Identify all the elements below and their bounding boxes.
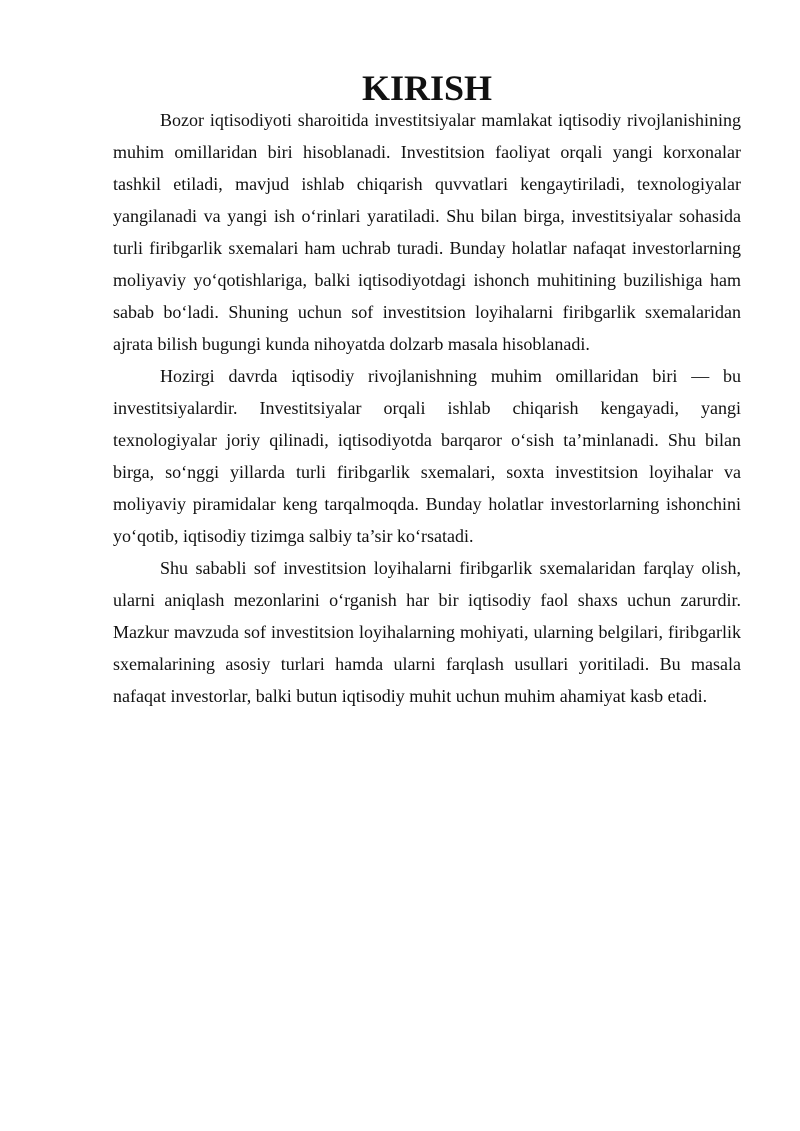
document-title: KIRISH bbox=[361, 68, 493, 108]
paragraph-1: Bozor iqtisodiyoti sharoitida investitsiyalar mamlakat iqtisodiy rivojlanishining muhim omillaridan biri hisoblanadi. Investitsion faoliyat orqali yangi korxonalar tashkil etiladi, mavjud ishlab chiqarish quvvatlari kengaytiriladi, texnologiyalar yangilanadi va yangi ish o‘rinlari yaratiladi. Shu bilan birga, investitsiyalar sohasida turli firibgarlik sxemalari ham uchrab turadi. Bunday holatlar nafaqat investorlarning moliyaviy yo‘qotishlariga, balki iqtisodiyotdagi ishonch muhitining buzilishiga ham sabab bo‘ladi. Shuning uchun sof investitsion loyihalarni firibgarlik sxemalaridan ajrata bilish bugungi kunda nihoyatda dolzarb masala hisoblanadi. bbox=[113, 110, 741, 354]
paragraph-3: Shu sababli sof investitsion loyihalarni firibgarlik sxemalaridan farqlay olish, ularni aniqlash mezonlarini o‘rganish har bir iqtisodiy faol shaxs uchun zarurdir. Mazkur mavzuda sof investitsion loyihalarning mohiyati, ularning belgilari, firibgarlik sxemalarining asosiy turlari hamda ularni farqlash usullari yoritiladi. Bu masala nafaqat investorlar, balki butun iqtisodiy muhit uchun muhim ahamiyat kasb etadi. bbox=[113, 558, 741, 706]
document-page bbox=[113, 68, 741, 712]
paragraph-2: Hozirgi davrda iqtisodiy rivojlanishning muhim omillaridan biri — bu investitsiyalardir. Investitsiyalar orqali ishlab chiqarish kengayadi, yangi texnologiyalar joriy qilinadi, iqtisodiyotda barqaror o‘sish ta’minlanadi. Shu bilan birga, so‘nggi yillarda turli firibgarlik sxemalari, soxta investitsion loyihalar va moliyaviy piramidalar keng tarqalmoqda. Bunday holatlar investorlarning ishonchini yo‘qotib, iqtisodiy tizimga salbiy ta’sir ko‘rsatadi. bbox=[113, 366, 741, 546]
